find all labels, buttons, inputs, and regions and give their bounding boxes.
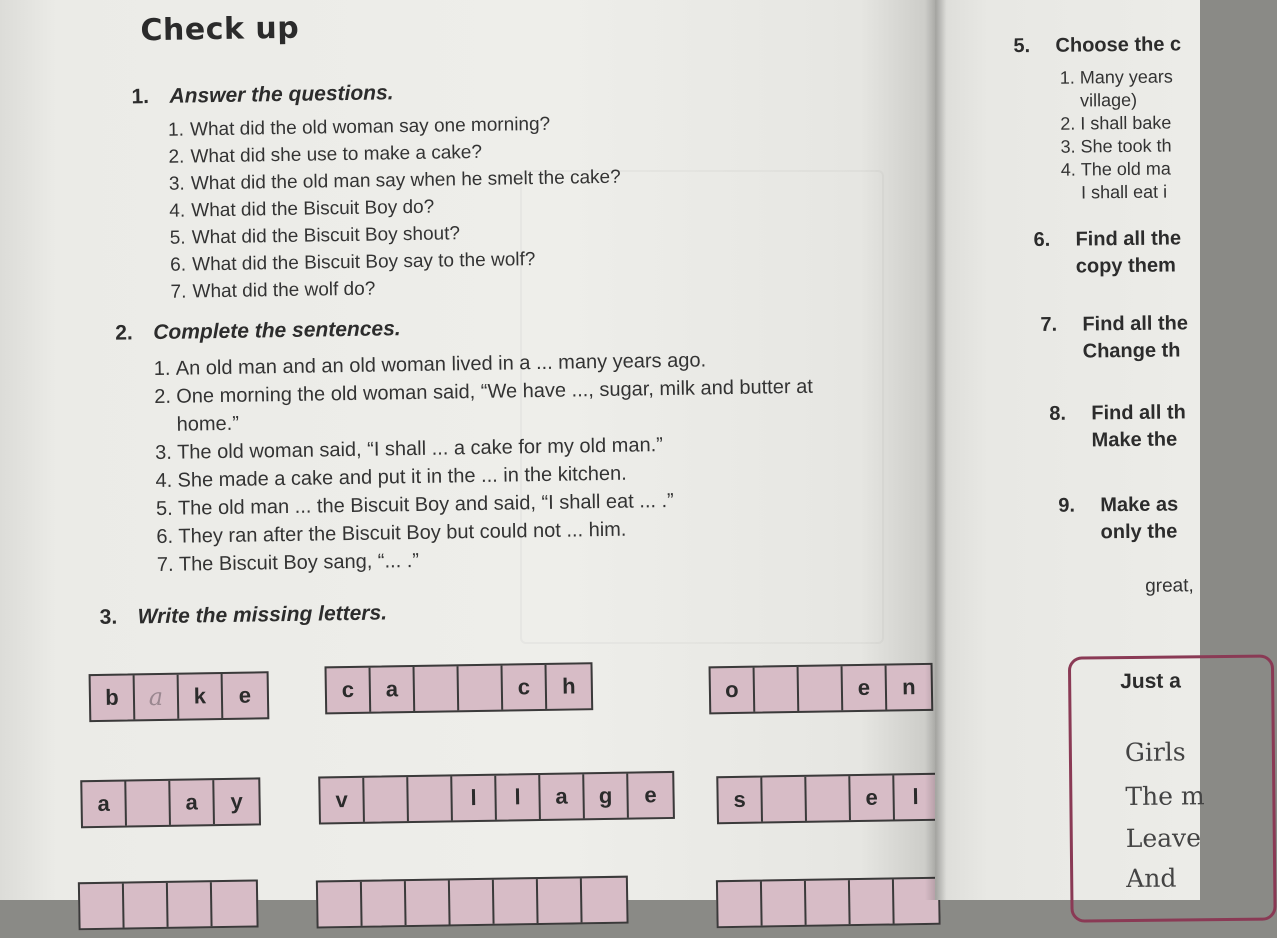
section-7-heading: 7. Find all the Change th — [1040, 312, 1189, 363]
section-1-heading — [131, 81, 393, 109]
letter-cell: g — [584, 774, 629, 819]
list-item: 7. What did the wolf do? — [170, 278, 376, 303]
list-item: 3. She took th — [1060, 135, 1172, 157]
section-1-list — [168, 110, 623, 306]
list-item: 6. What did the Biscuit Boy say to the wolf? — [170, 249, 536, 276]
letter-cell: k — [179, 674, 224, 719]
section-2-title: Complete the sentences. — [153, 317, 401, 345]
blank-letter-cell[interactable] — [806, 776, 851, 821]
left-page-content — [90, 0, 934, 900]
letter-cell: l — [894, 775, 939, 820]
letter-cell: y — [230, 788, 243, 814]
list-item: 2. One morning the old woman said, “We have ..., sugar, milk and butter at — [154, 375, 813, 409]
blank-letter-cell[interactable] — [408, 776, 453, 821]
list-item: 3. What did the old man say when he smelt the cake? — [168, 166, 621, 195]
list-item: 2. What did she use to make a cake? — [168, 141, 483, 168]
section-1-title: Answer the questions. — [169, 81, 394, 108]
section-9-heading: 9. Make as only the — [1058, 493, 1179, 544]
poem-line: The m — [1125, 781, 1205, 812]
book-gutter-shadow — [925, 0, 947, 900]
list-item: 4. She made a cake and put it in the ... in the kitchen. — [155, 462, 627, 493]
section-5-heading: 5. Choose the c — [1013, 33, 1182, 58]
page-title: Check up — [140, 10, 300, 49]
letter-cell: a — [82, 782, 127, 827]
poem-title: Just a — [1120, 669, 1181, 694]
word-box-partial — [316, 876, 629, 929]
section-3-heading — [100, 601, 388, 630]
list-item: 5. What did the Biscuit Boy shout? — [169, 223, 461, 249]
partial-text: great, — [1145, 575, 1194, 597]
poem-line: And — [1126, 863, 1177, 894]
section-2-number: 2. — [115, 321, 133, 345]
section-6-heading: 6. Find all the copy them — [1033, 227, 1182, 278]
letter-cell: e — [644, 782, 657, 808]
word-box-away — [80, 777, 261, 828]
word-box-village — [318, 771, 675, 825]
letter-cell: a — [371, 667, 416, 712]
letter-cell: l — [496, 775, 541, 820]
section-3-number: 3. — [99, 605, 118, 629]
list-item: I shall eat i — [1080, 181, 1168, 203]
letter-cell: b — [91, 675, 136, 720]
letter-cell: a — [170, 780, 215, 825]
poem-line: Girls — [1124, 737, 1186, 768]
list-item: 4. What did the Biscuit Boy do? — [169, 196, 435, 222]
list-item: 7. The Biscuit Boy sang, “... .” — [156, 549, 420, 577]
list-item: 4. The old ma — [1060, 158, 1171, 180]
list-item: home.” — [176, 412, 240, 436]
list-item: 3. The old woman said, “I shall ... a cake for my old man.” — [154, 434, 663, 465]
letter-cell: c — [327, 668, 372, 713]
word-box-partial — [78, 879, 259, 930]
list-item: 2. I shall bake — [1060, 112, 1172, 134]
word-box-oven — [709, 663, 934, 715]
letter-cell: e — [850, 775, 895, 820]
word-box-partial — [716, 877, 941, 929]
section-3-title: Write the missing letters. — [137, 601, 388, 629]
letter-cell: s — [718, 778, 763, 823]
blank-letter-cell[interactable] — [762, 777, 807, 822]
section-2-heading — [115, 317, 401, 345]
letter-cell: a — [540, 774, 585, 819]
letter-cell: l — [452, 776, 497, 821]
list-item: 5. The old man ... the Biscuit Boy and said, “I shall eat ... .” — [155, 489, 674, 521]
letter-cell: e — [238, 682, 252, 708]
list-item: 6. They ran after the Biscuit Boy but could not ... him. — [156, 518, 627, 549]
letter-cell: o — [711, 668, 756, 713]
letter-cell: e — [843, 666, 888, 711]
word-box-catch — [324, 662, 593, 714]
list-item: village) — [1079, 89, 1138, 111]
section-5-list — [1060, 66, 1174, 205]
blank-letter-cell[interactable] — [364, 777, 409, 822]
blank-letter-cell[interactable] — [459, 666, 504, 711]
blank-letter-cell[interactable] — [126, 781, 171, 826]
right-page — [935, 0, 1205, 900]
letter-cell: v — [320, 778, 365, 823]
letter-cell: c — [503, 665, 548, 710]
section-1-number: 1. — [131, 85, 150, 109]
letter-cell: h — [561, 673, 576, 699]
right-page-content — [935, 0, 1209, 900]
handwritten-letter-cell[interactable]: a — [135, 675, 180, 720]
section-2-list — [154, 345, 816, 579]
list-item: 1. What did the old woman say one morning? — [167, 113, 551, 141]
blank-letter-cell[interactable] — [415, 666, 460, 711]
section-8-heading: 8. Find all th Make the — [1049, 401, 1186, 452]
blank-letter-cell[interactable] — [755, 667, 800, 712]
blank-letter-cell[interactable] — [799, 666, 844, 711]
list-item: 1. Many years — [1059, 66, 1173, 88]
list-item: 1. An old man and an old woman lived in a ... many years ago. — [153, 349, 707, 381]
poem-line: Leave — [1125, 823, 1202, 854]
letter-cell: n — [901, 674, 916, 700]
word-box-bake — [89, 671, 270, 722]
